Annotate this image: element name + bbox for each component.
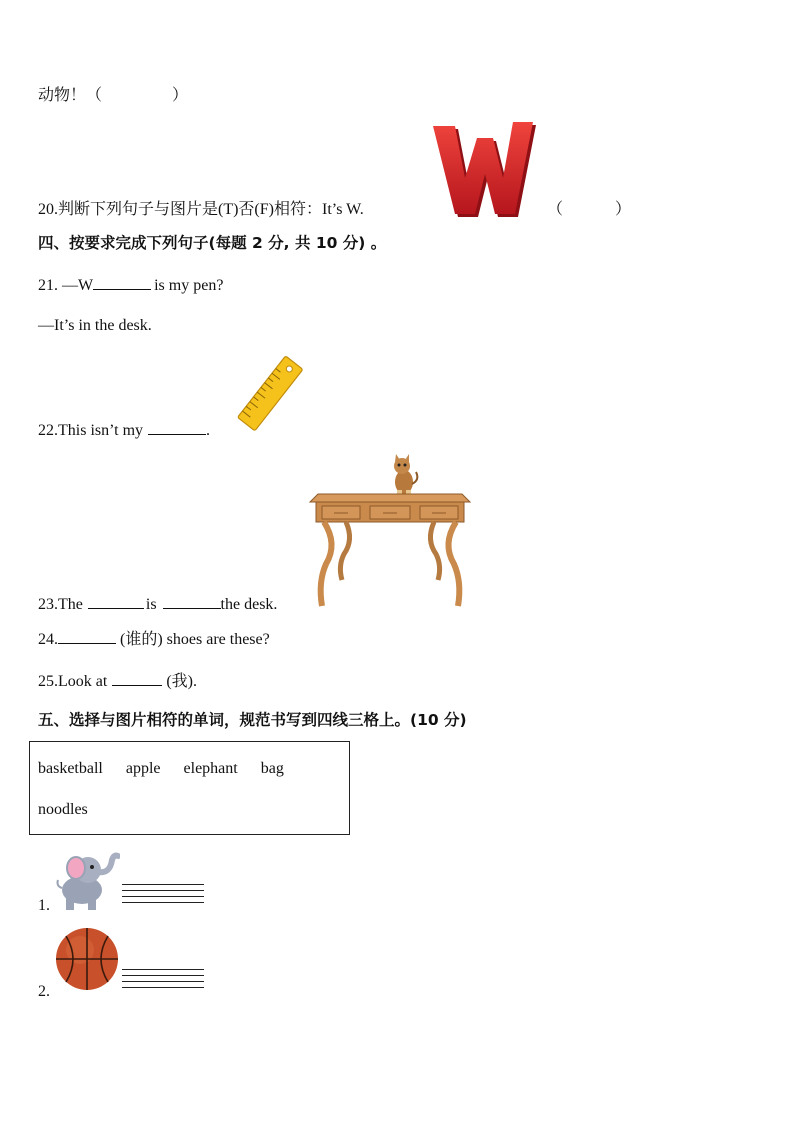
word-bag: bag	[260, 760, 284, 777]
question-20-answer-parentheses[interactable]: （ ）	[547, 201, 632, 218]
word-apple: apple	[125, 760, 161, 777]
q21-blank[interactable]	[93, 275, 151, 290]
word-basketball: basketball	[38, 760, 103, 777]
item-1-number: 1.	[38, 897, 50, 914]
question-24: 24. (谁的) shoes are these?	[38, 631, 270, 648]
word-noodles: noodles	[38, 801, 88, 818]
question-22: 22.This isn’t my .	[38, 422, 211, 439]
question-25: 25.Look at (我).	[38, 673, 197, 690]
word-bank-row-1	[38, 760, 307, 778]
cat-icon	[394, 454, 417, 496]
q25-blank[interactable]	[112, 671, 162, 686]
animal-question-ending: 动物！（ ）	[38, 87, 189, 104]
question-21-line-1: 21. —W is my pen?	[38, 277, 224, 294]
section-4-heading: 四、按要求完成下列句子(每题 2 分, 共 10 分) 。	[38, 234, 387, 252]
ruler-picture	[234, 352, 308, 436]
elephant-icon	[54, 850, 120, 912]
section-5-heading: 五、选择与图片相符的单词，规范书写到四线三格上。(10 分)	[38, 711, 467, 729]
q23-blank-1[interactable]	[88, 594, 144, 609]
basketball-icon	[54, 926, 120, 992]
q23-blank-2[interactable]	[163, 594, 221, 609]
item-1-writing-lines[interactable]	[122, 884, 204, 908]
q22-blank[interactable]	[148, 420, 206, 435]
item-2-writing-lines[interactable]	[122, 969, 204, 993]
word-bank-row-2	[38, 801, 111, 819]
word-elephant: elephant	[183, 760, 238, 777]
cat-on-desk-picture	[308, 454, 472, 610]
q24-blank[interactable]	[58, 629, 116, 644]
word-bank-box	[29, 741, 350, 835]
question-23: 23.The is the desk.	[38, 596, 278, 613]
letter-w-picture	[425, 116, 537, 218]
question-20: 20.判断下列句子与图片是(T)否(F)相符：It’s W.	[38, 201, 364, 218]
question-21-line-2: —It’s in the desk.	[38, 317, 152, 334]
item-2-number: 2.	[38, 983, 50, 1000]
